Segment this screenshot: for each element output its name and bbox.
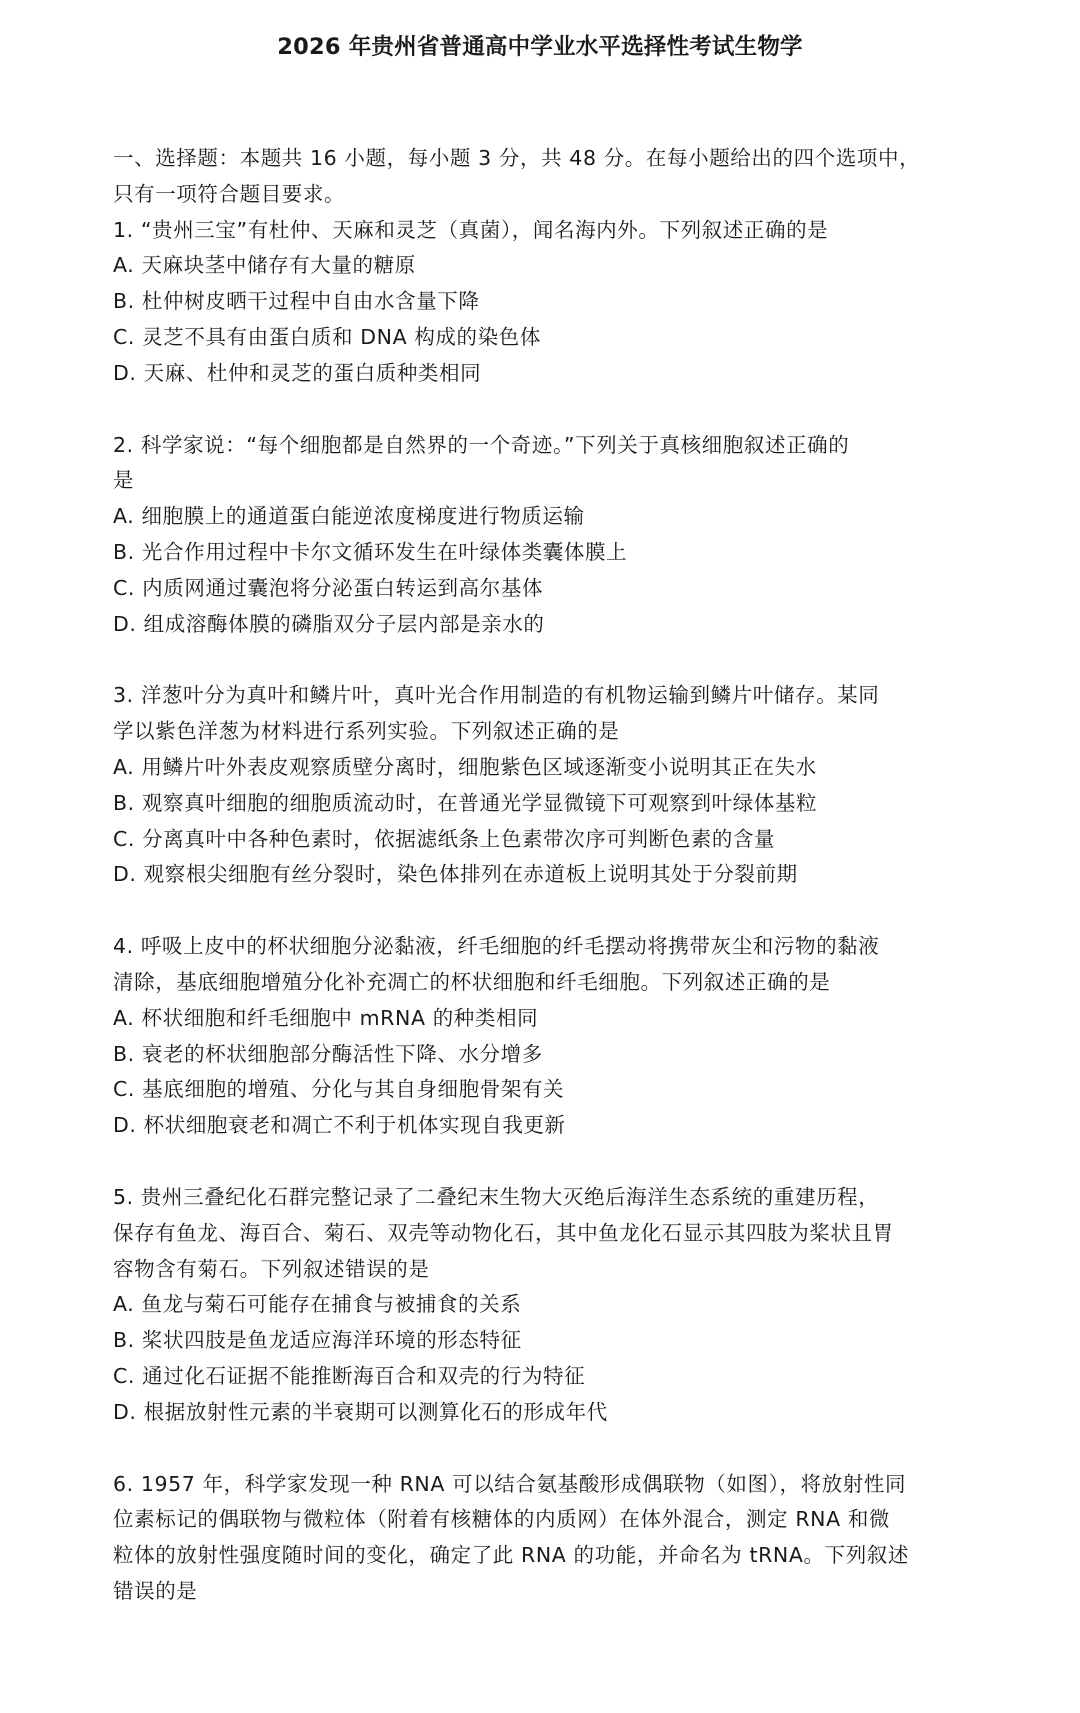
question-option: B. 桨状四肢是鱼龙适应海洋环境的形态特征 bbox=[113, 1328, 522, 1353]
question-stem-line: 5. 贵州三叠纪化石群完整记录了二叠纪末生物大灭绝后海洋生态系统的重建历程， bbox=[113, 1184, 880, 1209]
question-stem-line: 保存有鱼龙、海百合、菊石、双壳等动物化石，其中鱼龙化石显示其四肢为桨状且胃 bbox=[113, 1220, 894, 1245]
question-6 bbox=[113, 1467, 1005, 1610]
question-stem-line: 2. 科学家说：“每个细胞都是自然界的一个奇迹。”下列关于真核细胞叙述正确的 bbox=[113, 432, 850, 457]
question-option: B. 衰老的杯状细胞部分酶活性下降、水分增多 bbox=[113, 1041, 543, 1066]
question-option: B. 杜仲树皮晒干过程中自由水含量下降 bbox=[113, 289, 480, 314]
question-option: D. 天麻、杜仲和灵芝的蛋白质种类相同 bbox=[113, 360, 482, 385]
question-option: B. 光合作用过程中卡尔文循环发生在叶绿体类囊体膜上 bbox=[113, 539, 628, 564]
question-option: A. 用鳞片叶外表皮观察质壁分离时，细胞紫色区域逐渐变小说明其正在失水 bbox=[113, 754, 817, 779]
question-option: C. 分离真叶中各种色素时，依据滤纸条上色素带次序可判断色素的含量 bbox=[113, 826, 776, 851]
question-gap bbox=[113, 642, 1005, 678]
question-4 bbox=[113, 929, 1005, 1144]
section-intro-line: 只有一项符合题目要求。 bbox=[113, 181, 346, 206]
question-option: C. 通过化石证据不能推断海百合和双壳的行为特征 bbox=[113, 1363, 586, 1388]
question-option: D. 杯状细胞衰老和凋亡不利于机体实现自我更新 bbox=[113, 1113, 566, 1138]
question-stem-line: 1. “贵州三宝”有杜仲、天麻和灵芝（真菌），闻名海内外。下列叙述正确的是 bbox=[113, 217, 829, 242]
question-option: C. 基底细胞的增殖、分化与其自身细胞骨架有关 bbox=[113, 1077, 565, 1102]
question-stem-line: 3. 洋葱叶分为真叶和鳞片叶，真叶光合作用制造的有机物运输到鳞片叶储存。某同 bbox=[113, 683, 880, 708]
question-gap bbox=[113, 1431, 1005, 1467]
question-option: D. 观察根尖细胞有丝分裂时，染色体排列在赤道板上说明其处于分裂前期 bbox=[113, 862, 798, 887]
question-stem-line: 学以紫色洋葱为材料进行系列实验。下列叙述正确的是 bbox=[113, 719, 620, 744]
question-stem-line: 是 bbox=[113, 468, 135, 493]
question-stem-line: 6. 1957 年，科学家发现一种 RNA 可以结合氨基酸形成偶联物（如图），将放射性同 bbox=[113, 1471, 907, 1496]
question-option: A. 杯状细胞和纤毛细胞中 mRNA 的种类相同 bbox=[113, 1005, 539, 1030]
question-1 bbox=[113, 213, 1005, 392]
question-stem-line: 粒体的放射性强度随时间的变化，确定了此 RNA 的功能，并命名为 tRNA。下列叙述 bbox=[113, 1543, 909, 1568]
question-option: D. 根据放射性元素的半衰期可以测算化石的形成年代 bbox=[113, 1399, 608, 1424]
question-2 bbox=[113, 428, 1005, 643]
question-gap bbox=[113, 893, 1005, 929]
question-option: D. 组成溶酶体膜的磷脂双分子层内部是亲水的 bbox=[113, 611, 545, 636]
page-title: 2026 年贵州省普通高中学业水平选择性考试生物学 bbox=[277, 34, 803, 60]
question-stem-line: 4. 呼吸上皮中的杯状细胞分泌黏液，纤毛细胞的纤毛摆动将携带灰尘和污物的黏液 bbox=[113, 934, 880, 959]
question-option: C. 内质网通过囊泡将分泌蛋白转运到高尔基体 bbox=[113, 575, 544, 600]
question-option: A. 鱼龙与菊石可能存在捕食与被捕食的关系 bbox=[113, 1292, 522, 1317]
question-option: A. 细胞膜上的通道蛋白能逆浓度梯度进行物质运输 bbox=[113, 504, 585, 529]
question-stem-line: 容物含有菊石。下列叙述错误的是 bbox=[113, 1256, 430, 1281]
question-gap bbox=[113, 1144, 1005, 1180]
question-stem-line: 错误的是 bbox=[113, 1578, 198, 1603]
question-option: C. 灵芝不具有由蛋白质和 DNA 构成的染色体 bbox=[113, 324, 541, 349]
question-gap bbox=[113, 392, 1005, 428]
question-stem-line: 清除，基底细胞增殖分化补充凋亡的杯状细胞和纤毛细胞。下列叙述正确的是 bbox=[113, 969, 831, 994]
question-option: A. 天麻块茎中储存有大量的糖原 bbox=[113, 253, 416, 278]
question-option: B. 观察真叶细胞的细胞质流动时，在普通光学显微镜下可观察到叶绿体基粒 bbox=[113, 790, 818, 815]
question-3 bbox=[113, 678, 1005, 893]
exam-content bbox=[113, 141, 1005, 1610]
question-5 bbox=[113, 1180, 1005, 1431]
question-stem-line: 位素标记的偶联物与微粒体（附着有核糖体的内质网）在体外混合，测定 RNA 和微 bbox=[113, 1507, 891, 1532]
section-intro-line: 一、选择题：本题共 16 小题，每小题 3 分，共 48 分。在每小题给出的四个选项中， bbox=[113, 146, 921, 170]
